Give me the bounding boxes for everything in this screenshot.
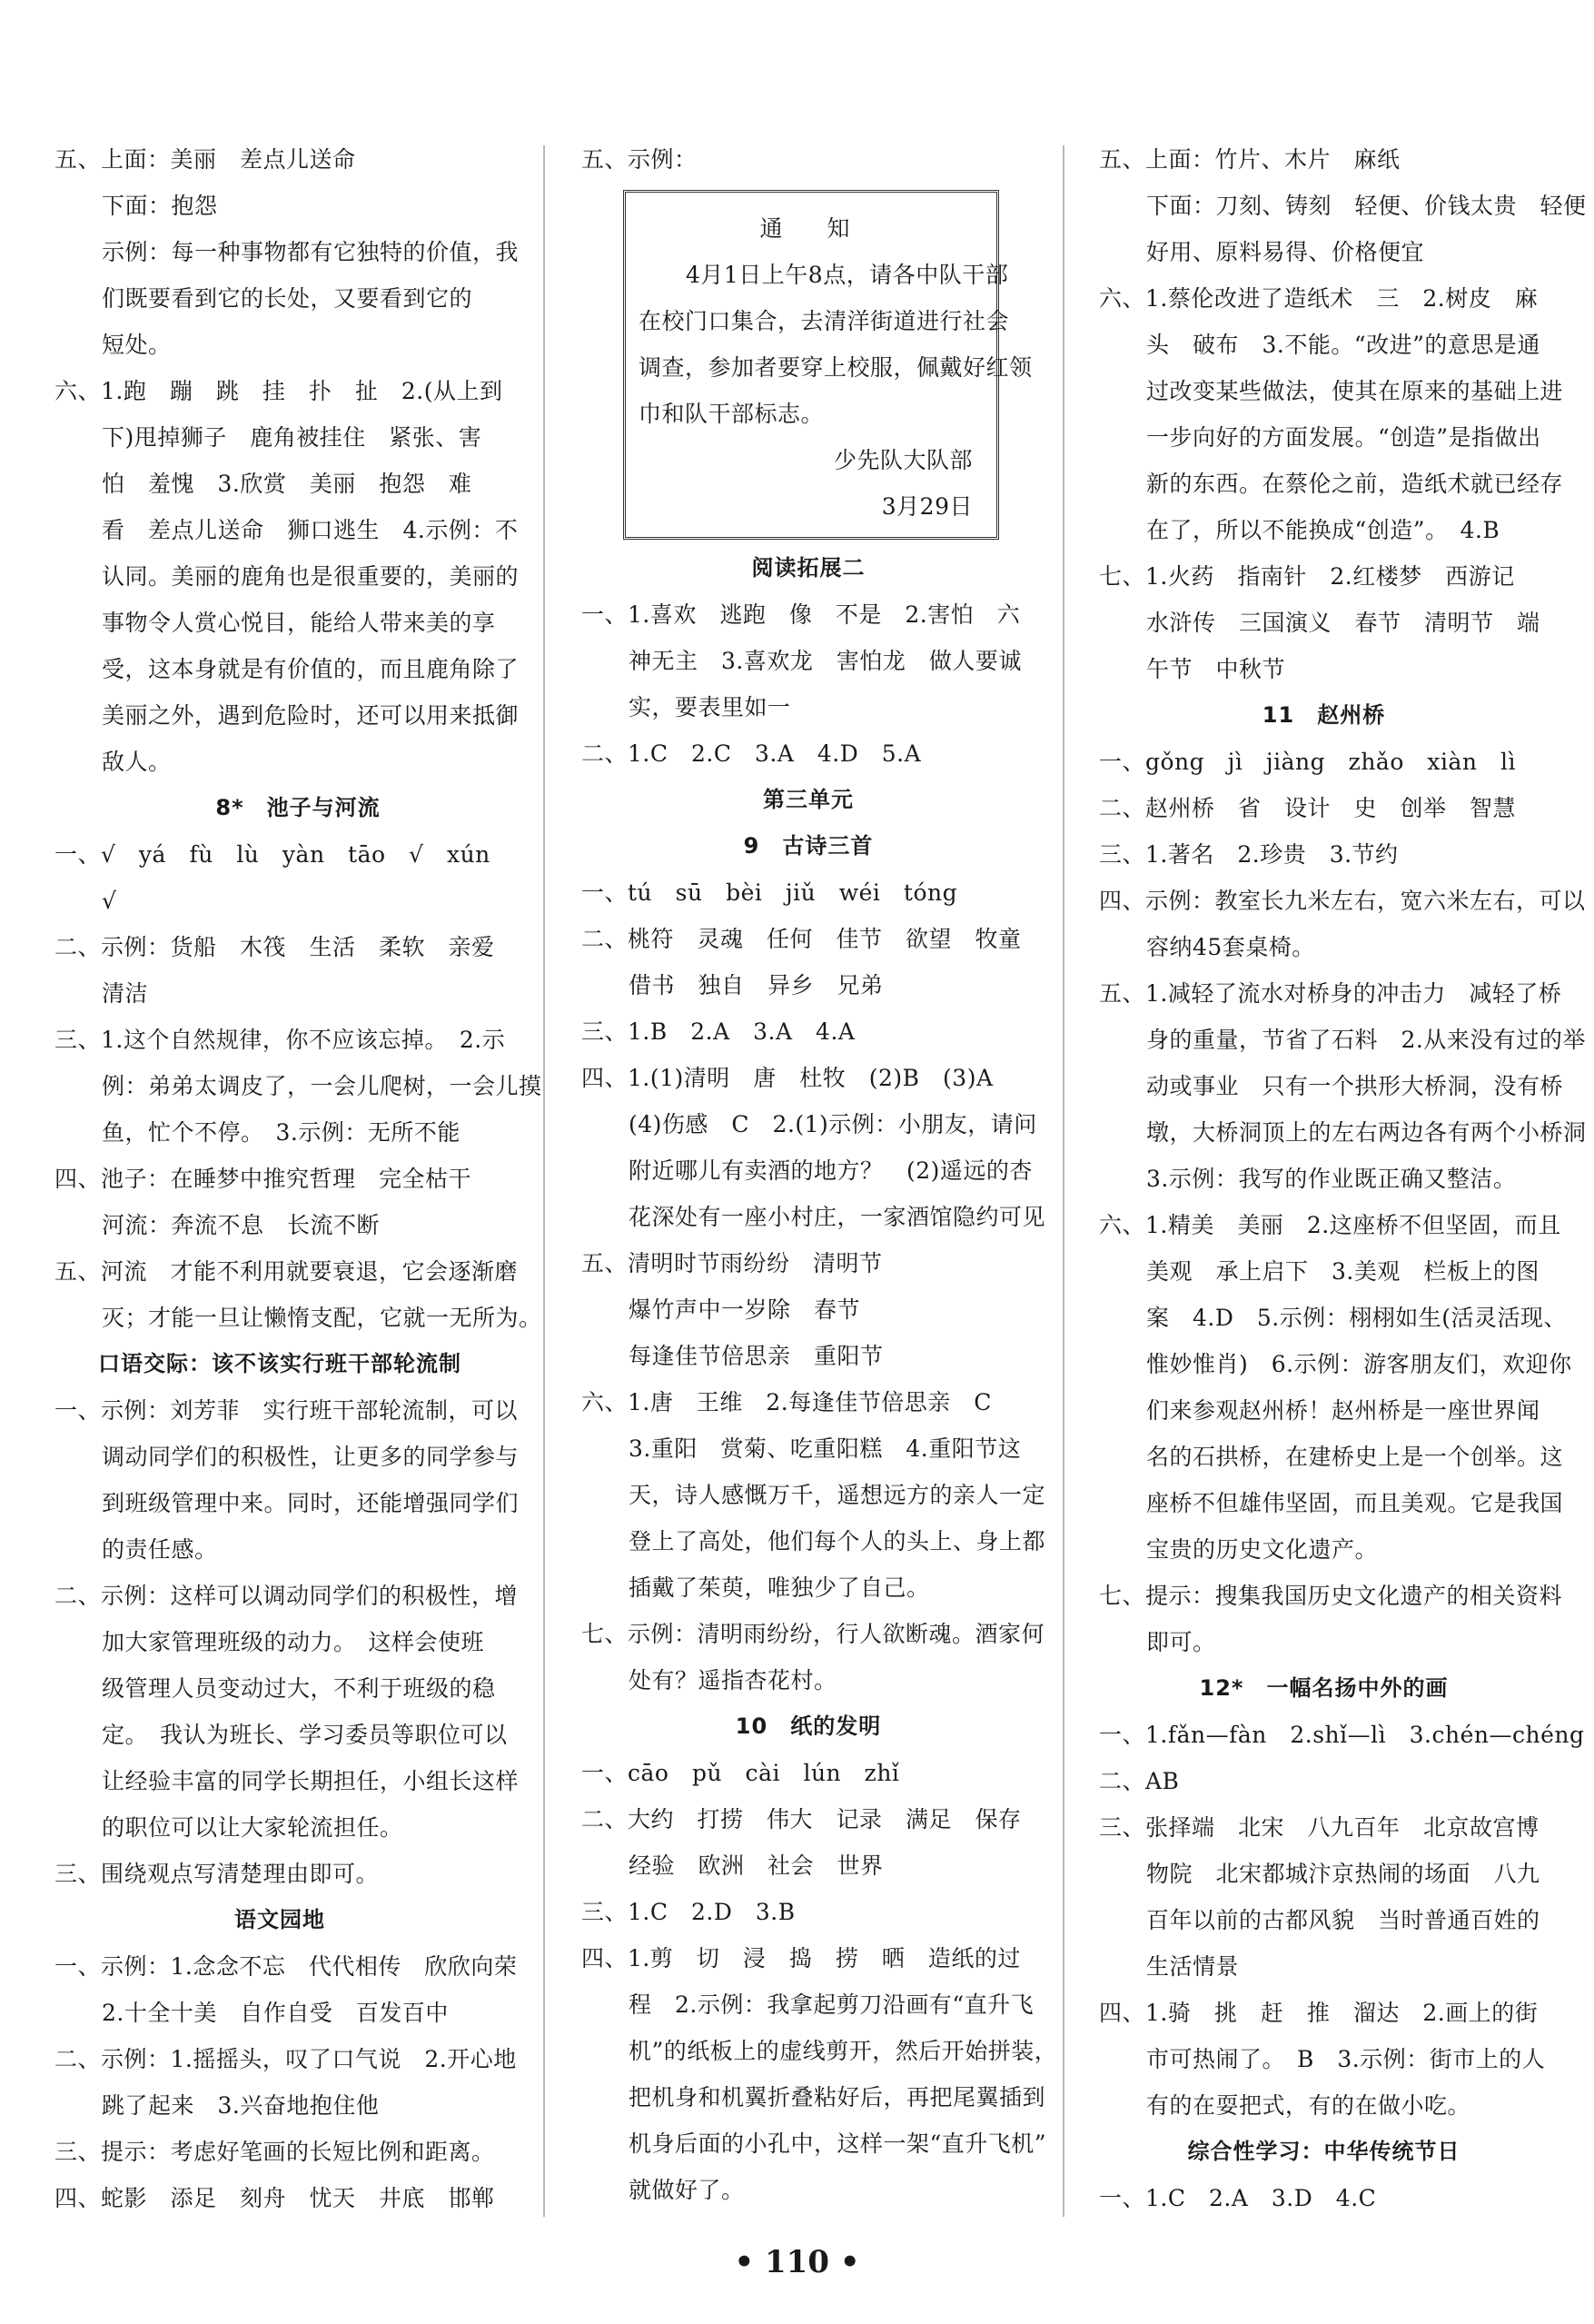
notice-line: 4月1日上午8点，请各中队干部 (686, 262, 1009, 288)
answer-line: 借书 独自 异乡 兄弟 (629, 972, 884, 998)
answer-line: 三、围绕观点写清楚理由即可。 (54, 1861, 380, 1887)
answer-line: 一、cāo pǔ cài lún zhǐ (581, 1760, 900, 1786)
answer-line: 跳了起来 3.兴奋地抱住他 (102, 2092, 380, 2119)
section-heading: 12* 一幅名扬中外的画 (1199, 1675, 1449, 1701)
section-heading: 11 赵州桥 (1262, 702, 1386, 728)
answer-line: 二、示例：1.摇摇头，叹了口气说 2.开心地 (54, 2046, 517, 2072)
answer-line: 一、示例：1.念念不忘 代代相传 欣欣向荣 (54, 1953, 518, 1980)
notice-box (623, 190, 1033, 540)
answer-line: 就做好了。 (629, 2177, 745, 2203)
answer-line: 四、1.剪 切 浸 捣 捞 晒 造纸的过 (581, 1945, 1021, 1971)
answer-line: 的责任感。 (102, 1536, 218, 1563)
answer-line: 即可。 (1146, 1629, 1216, 1655)
notice-line: 调查，参加者要穿上校服，佩戴好红领 (639, 354, 1033, 381)
answer-line: 们来参观赵州桥！赵州桥是一座世界闻 (1146, 1397, 1540, 1424)
answer-line: 一、1.C 2.A 3.D 4.C (1099, 2185, 1377, 2211)
answer-line: 经验 欧洲 社会 世界 (629, 1852, 884, 1879)
answer-line: 清洁 (102, 980, 149, 1007)
answer-line: 有的在耍把式，有的在做小吃。 (1146, 2092, 1471, 2119)
answer-line: 实，要表里如一 (629, 694, 791, 720)
answer-line: 程 2.示例：我拿起剪刀沿画有“直升飞 (629, 1991, 1035, 2018)
answer-line: 动或事业 只有一个拱形大桥洞，没有桥 (1146, 1073, 1564, 1099)
section-heading: 8* 池子与河流 (215, 795, 381, 820)
notice-line: 巾和队干部标志。 (639, 401, 825, 427)
answer-line: 级管理人员变动过大，不利于班级的稳 (102, 1675, 496, 1702)
answer-line: 五、清明时节雨纷纷 清明节 (581, 1250, 883, 1276)
answer-line: 3.示例：我写的作业既正确又整洁。 (1146, 1166, 1517, 1192)
answer-line: 下面：刀刻、铸刻 轻便、价钱太贵 轻便 (1146, 193, 1587, 219)
answer-line: 二、大约 打捞 伟大 记录 满足 保存 (581, 1806, 1022, 1832)
answer-line: 三、1.著名 2.珍贵 3.节约 (1099, 841, 1399, 868)
answer-line: 三、提示：考虑好笔画的长短比例和距离。 (54, 2139, 495, 2165)
column-divider (1063, 145, 1064, 2217)
section-heading: 10 纸的发明 (735, 1713, 882, 1739)
answer-line: 头 破布 3.不能。“改进”的意思是通 (1146, 332, 1540, 358)
answer-column-3 (1099, 136, 1587, 2221)
answer-line: 市可热闹了。 B 3.示例：街市上的人 (1146, 2046, 1546, 2072)
answer-line: 鱼，忙个不停。 3.示例：无所不能 (102, 1119, 460, 1146)
answer-line: 新的东西。在蔡伦之前，造纸术就已经存 (1146, 471, 1564, 497)
answer-line: 三、1.B 2.A 3.A 4.A (581, 1018, 856, 1045)
answer-line: 座桥不但雄伟坚固，而且美观。它是我国 (1146, 1490, 1564, 1516)
answer-line: 每逢佳节倍思亲 重阳节 (629, 1343, 884, 1369)
answer-line: 案 4.D 5.示例：栩栩如生(活灵活现、 (1146, 1305, 1568, 1331)
answer-line: 美观 承上启下 3.美观 栏板上的图 (1146, 1258, 1540, 1285)
answer-line: 一、gǒng jì jiàng zhǎo xiàn lì (1099, 749, 1516, 775)
answer-line: 下面：抱怨 (102, 193, 218, 219)
answer-line: 花深处有一座小村庄，一家酒馆隐约可见 (629, 1204, 1046, 1230)
answer-column-2 (581, 136, 1058, 2213)
answer-line: 事物令人赏心悦目，能给人带来美的享 (102, 610, 496, 636)
answer-line: 名的石拱桥，在建桥史上是一个创举。这 (1146, 1444, 1564, 1470)
answer-line: 登上了高处，他们每个人的头上、身上都 (629, 1528, 1046, 1554)
answer-line: 灭；才能一旦让懒惰支配，它就一无所为。 (102, 1305, 542, 1331)
answer-line: 午节 中秋节 (1146, 656, 1286, 682)
answer-line: 五、上面：竹片、木片 麻纸 (1099, 146, 1401, 173)
answer-line: 百年以前的古都风貌 当时普通百姓的 (1146, 1907, 1540, 1933)
column-divider (543, 145, 545, 2217)
answer-line: 河流：奔流不息 长流不断 (102, 1212, 381, 1238)
answer-line: 水浒传 三国演义 春节 清明节 端 (1146, 610, 1540, 636)
answer-line: 生活情景 (1146, 1953, 1240, 1980)
section-heading: 9 古诗三首 (743, 833, 874, 859)
answer-line: 二、桃符 灵魂 任何 佳节 欲望 牧童 (581, 926, 1022, 952)
answer-line: 六、1.蔡伦改进了造纸术 三 2.树皮 麻 (1099, 285, 1539, 312)
answer-line: 附近哪儿有卖酒的地方？ (2)遥远的杏 (629, 1157, 1033, 1184)
answer-line: 好用、原料易得、价格便宜 (1146, 239, 1425, 265)
answer-line: 三、1.C 2.D 3.B (581, 1899, 796, 1925)
answer-line: 六、1.唐 王维 2.每逢佳节倍思亲 C (581, 1389, 992, 1415)
answer-line: 身的重量，节省了石料 2.从来没有过的举 (1146, 1027, 1586, 1053)
answer-line: 六、1.精美 美丽 2.这座桥不但坚固，而且 (1099, 1212, 1561, 1238)
answer-line: 敌人。 (102, 749, 172, 775)
section-heading: 综合性学习：中华传统节日 (1187, 2139, 1460, 2164)
answer-line: 六、1.跑 蹦 跳 挂 扑 扯 2.(从上到 (54, 378, 503, 404)
notice-signature: 少先队大队部 (833, 447, 973, 473)
answer-line: 宝贵的历史文化遗产。 (1146, 1536, 1379, 1563)
answer-line: 机身后面的小孔中，这样一架“直升飞机” (629, 2130, 1047, 2157)
answer-line: 二、1.C 2.C 3.A 4.D 5.A (581, 740, 922, 767)
section-heading: 语文园地 (234, 1907, 325, 1932)
answer-line: 一、1.fǎn—fàn 2.shǐ—lì 3.chén—chéng (1099, 1722, 1585, 1748)
answer-line: 示例：每一种事物都有它独特的价值，我 (102, 239, 520, 265)
answer-line: 2.十全十美 自作自受 百发百中 (102, 2000, 449, 2026)
answer-line: 天，诗人感慨万千，遥想远方的亲人一定 (629, 1482, 1046, 1508)
answer-line: 一、tú sū bèi jiǔ wéi tóng (581, 879, 958, 906)
answer-line: 五、示例： (581, 146, 698, 173)
answer-line: 受，这本身就是有价值的，而且鹿角除了 (102, 656, 520, 682)
answer-line: 七、1.火药 指南针 2.红楼梦 西游记 (1099, 563, 1515, 590)
answer-line: 四、示例：教室长九米左右，宽六米左右，可以 (1099, 888, 1586, 914)
notice-title: 通 知 (759, 215, 861, 242)
answer-line: 七、示例：清明雨纷纷，行人欲断魂。酒家何 (581, 1621, 1045, 1647)
answer-line: 七、提示：搜集我国历史文化遗产的相关资料 (1099, 1583, 1563, 1609)
notice-date: 3月29日 (881, 493, 973, 520)
answer-line: 加大家管理班级的动力。 这样会使班 (102, 1629, 485, 1655)
answer-line: 二、赵州桥 省 设计 史 创举 智慧 (1099, 795, 1517, 821)
answer-line: √ (102, 888, 117, 914)
answer-line: 一步向好的方面发展。“创造”是指做出 (1146, 424, 1541, 451)
answer-column-1 (54, 136, 542, 2221)
answer-line: 一、示例：刘芳菲 实行班干部轮流制，可以 (54, 1397, 519, 1424)
answer-line: 惟妙惟肖) 6.示例：游客朋友们，欢迎你 (1146, 1351, 1572, 1377)
answer-line: 四、1.骑 挑 赶 推 溜达 2.画上的街 (1099, 2000, 1539, 2026)
answer-line: 们既要看到它的长处，又要看到它的 (102, 285, 473, 312)
answer-line: 五、上面：美丽 差点儿送命 (54, 146, 356, 173)
answer-line: 的职位可以让大家轮流担任。 (102, 1814, 403, 1841)
answer-line: 爆竹声中一岁除 春节 (629, 1296, 861, 1323)
answer-line: 五、河流 才能不利用就要衰退，它会逐渐磨 (54, 1258, 519, 1285)
answer-line: 物院 北宋都城汴京热闹的场面 八九 (1146, 1861, 1540, 1887)
answer-line: 调动同学们的积极性，让更多的同学参与 (102, 1444, 520, 1470)
section-heading: 口语交际：该不该实行班干部轮流制 (98, 1351, 461, 1376)
answer-line: 让经验丰富的同学长期担任，小组长这样 (102, 1768, 520, 1794)
answer-line: 五、1.减轻了流水对桥身的冲击力 减轻了桥 (1099, 980, 1562, 1007)
answer-line: 墩，大桥洞顶上的左右两边各有两个小桥洞 (1146, 1119, 1587, 1146)
answer-line: 认同。美丽的鹿角也是很重要的，美丽的 (102, 563, 520, 590)
answer-line: 处有？遥指杏花村。 (629, 1667, 837, 1693)
answer-line: 下)甩掉狮子 鹿角被挂住 紧张、害 (102, 424, 482, 451)
answer-line: 四、1.(1)清明 唐 杜牧 (2)B (3)A (581, 1065, 994, 1091)
answer-line: 怕 羞愧 3.欣赏 美丽 抱怨 难 (102, 471, 472, 497)
answer-line: 看 差点儿送命 狮口逃生 4.示例：不 (102, 517, 519, 543)
answer-line: 容纳45套桌椅。 (1146, 934, 1315, 960)
answer-line: 三、张择端 北宋 八九百年 北京故宫博 (1099, 1814, 1540, 1841)
answer-line: 三、1.这个自然规律，你不应该忘掉。 2.示 (54, 1027, 506, 1053)
answer-line: 3.重阳 赏菊、吃重阳糕 4.重阳节这 (629, 1435, 1022, 1462)
answer-line: 二、AB (1099, 1768, 1180, 1794)
answer-line: 二、示例：货船 木筏 生活 柔软 亲爱 (54, 934, 495, 960)
answer-line: 到班级管理中来。同时，还能增强同学们 (102, 1490, 520, 1516)
answer-line: 机”的纸板上的虚线剪开，然后开始拼装， (629, 2038, 1058, 2064)
answer-line: 例：弟弟太调皮了，一会儿爬树，一会儿摸 (102, 1073, 542, 1099)
answer-line: 四、蛇影 添足 刻舟 忧天 井底 邯郸 (54, 2185, 495, 2211)
answer-line: 一、1.喜欢 逃跑 像 不是 2.害怕 六 (581, 601, 1021, 628)
answer-line: 美丽之外，遇到危险时，还可以用来抵御 (102, 702, 520, 729)
answer-line: 把机身和机翼折叠粘好后，再把尾翼插到 (629, 2084, 1046, 2110)
answer-line: 四、池子：在睡梦中推究哲理 完全枯干 (54, 1166, 472, 1192)
answer-line: 短处。 (102, 332, 172, 358)
answer-line: 一、√ yá fù lù yàn tāo √ xún (54, 841, 490, 868)
answer-line: 定。 我认为班长、学习委员等职位可以 (102, 1722, 508, 1748)
page-number: • 110 • (734, 2244, 860, 2280)
answer-line: (4)伤感 C 2.(1)示例：小朋友，请问 (629, 1111, 1037, 1137)
answer-line: 在了，所以不能换成“创造”。 4.B (1146, 517, 1500, 543)
answer-line: 插戴了茱萸，唯独少了自己。 (629, 1574, 930, 1601)
answer-line: 神无主 3.喜欢龙 害怕龙 做人要诚 (629, 648, 1022, 674)
answer-line: 二、示例：这样可以调动同学们的积极性，增 (54, 1583, 519, 1609)
section-heading: 阅读拓展二 (751, 555, 866, 581)
notice-line: 在校门口集合，去清洋街道进行社会 (639, 308, 1010, 334)
answer-line: 过改变某些做法，使其在原来的基础上进 (1146, 378, 1564, 404)
section-heading: 第三单元 (763, 787, 854, 812)
